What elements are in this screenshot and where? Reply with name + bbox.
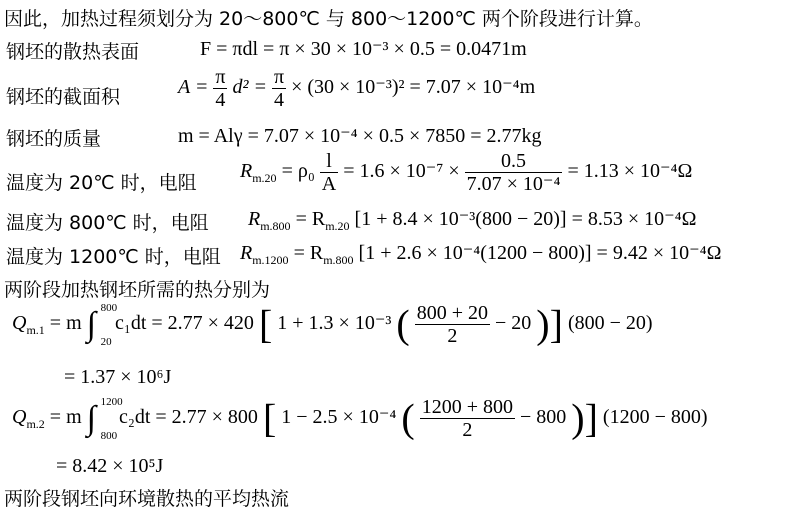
surface-label: 钢坯的散热表面 [6, 41, 140, 63]
area-frac1-den: 4 [215, 89, 226, 111]
heat-q2-equation [12, 396, 708, 441]
q2-inner-b: − 800 [519, 406, 567, 429]
intro-line: 因此，加热过程须划分为 20～800℃ 与 800～1200℃ 两个阶段进行计算。 [4, 8, 653, 30]
q2-close-bracket: ] [584, 395, 598, 441]
q1-frac-den: 2 [447, 325, 458, 347]
resistance-800-label: 温度为 800℃ 时，电阻 [6, 212, 209, 234]
q2-lower-limit: 800 [100, 429, 118, 442]
r800-sub2: m.20 [325, 219, 350, 233]
r20-eq-c: = 1.6 × 10⁻⁷ × [343, 160, 460, 183]
r20-frac2-den: 7.07 × 10⁻⁴ [466, 173, 561, 195]
q2-upper-limit: 1200 [100, 395, 123, 408]
r800-symbol: R [248, 208, 261, 230]
q1-result: = 1.37 × 10⁶J [64, 366, 172, 388]
mass-equation: m = Alγ = 7.07 × 10⁻⁴ × 0.5 × 7850 = 2.77kg [178, 125, 542, 147]
heat-intro-line: 两阶段加热钢坯所需的热分别为 [4, 279, 271, 301]
r1200-eq-b: = R [293, 242, 324, 264]
q1-inner-a: 1 + 1.3 × 10⁻³ [277, 312, 392, 335]
r20-eq-d: = 1.13 × 10⁻⁴Ω [567, 160, 693, 183]
r1200-eq-c: [1 + 2.6 × 10⁻⁴(1200 − 800)] = 9.42 × 10⁻⁴Ω [358, 242, 722, 264]
q1-open-bracket: [ [258, 301, 273, 347]
r20-frac2-num: 0.5 [465, 150, 563, 173]
r1200-sub2: m.800 [323, 253, 354, 267]
q1-frac [415, 302, 490, 347]
q2-result: = 8.42 × 10⁵J [56, 455, 164, 477]
q1-close-paren: ) [536, 301, 550, 347]
q1-tail: (800 − 20) [567, 312, 653, 335]
q2-tail: (1200 − 800) [602, 406, 708, 429]
q1-sub: m.1 [26, 323, 45, 338]
r20-frac1 [320, 150, 338, 195]
area-frac1 [213, 66, 227, 111]
q1-eq: = m [49, 312, 82, 335]
resistance-1200-label: 温度为 1200℃ 时，电阻 [6, 246, 221, 268]
q1-integral-sign: ∫ 800 20 [86, 301, 118, 348]
r800-eq-b: = R [295, 208, 326, 230]
area-frac1-num: π [215, 66, 226, 88]
q1-open-paren: ( [396, 301, 410, 347]
resistance-1200-equation [240, 240, 722, 268]
r20-symbol: R [240, 160, 253, 183]
q1-close-bracket: ] [549, 301, 563, 347]
area-eq-b: d² = [232, 76, 267, 99]
closing-line: 两阶段钢坯向环境散热的平均热流 [4, 488, 290, 510]
q1-inner-b: − 20 [495, 312, 532, 335]
resistance-20-equation [240, 150, 692, 195]
q2-frac-num: 1200 + 800 [421, 396, 513, 418]
q2-open-paren: ( [401, 395, 415, 441]
q2-frac [420, 396, 515, 441]
q2-eq: = m [49, 406, 82, 429]
r800-eq-c: [1 + 8.4 × 10⁻³(800 − 20)] = 8.53 × 10⁻⁴Ω [354, 208, 697, 230]
r20-frac1-num: l [320, 150, 338, 173]
q1-integrand: c₁dt = 2.77 × 420 [114, 312, 254, 335]
area-equation [178, 66, 535, 111]
q1-symbol: Q [12, 312, 27, 335]
q2-symbol: Q [12, 406, 27, 429]
heat-q1-equation [12, 302, 653, 347]
area-label: 钢坯的截面积 [6, 86, 121, 108]
r1200-symbol: R [240, 242, 253, 264]
r20-eq-b: = ρ₀ [281, 160, 315, 183]
area-frac2 [272, 66, 286, 111]
r20-frac2 [465, 150, 563, 195]
r1200-sub1: m.1200 [252, 253, 289, 267]
q2-frac-den: 2 [462, 419, 473, 441]
area-eq-c: × (30 × 10⁻³)² = 7.07 × 10⁻⁴m [291, 76, 536, 99]
q2-sub: m.2 [26, 417, 45, 432]
r20-frac1-den: A [321, 173, 337, 195]
resistance-20-label: 温度为 20℃ 时，电阻 [6, 172, 197, 194]
r800-sub1: m.800 [260, 219, 291, 233]
q2-open-bracket: [ [262, 395, 277, 441]
resistance-800-equation [248, 206, 697, 234]
r20-sub: m.20 [252, 171, 277, 186]
q1-upper-limit: 800 [100, 301, 118, 314]
q2-inner-a: 1 − 2.5 × 10⁻⁴ [281, 406, 397, 429]
q2-integrand: c₂dt = 2.77 × 800 [118, 406, 258, 429]
q2-integral-sign: ∫ 1200 800 [86, 395, 123, 442]
surface-equation: F = πdl = π × 30 × 10⁻³ × 0.5 = 0.0471m [200, 38, 527, 60]
q1-lower-limit: 20 [100, 335, 112, 348]
area-frac2-den: 4 [274, 89, 285, 111]
mass-label: 钢坯的质量 [6, 128, 102, 150]
q2-close-paren: ) [571, 395, 585, 441]
area-eq-a: A = [178, 76, 209, 99]
q1-frac-num: 800 + 20 [416, 302, 488, 324]
area-frac2-num: π [273, 66, 285, 88]
